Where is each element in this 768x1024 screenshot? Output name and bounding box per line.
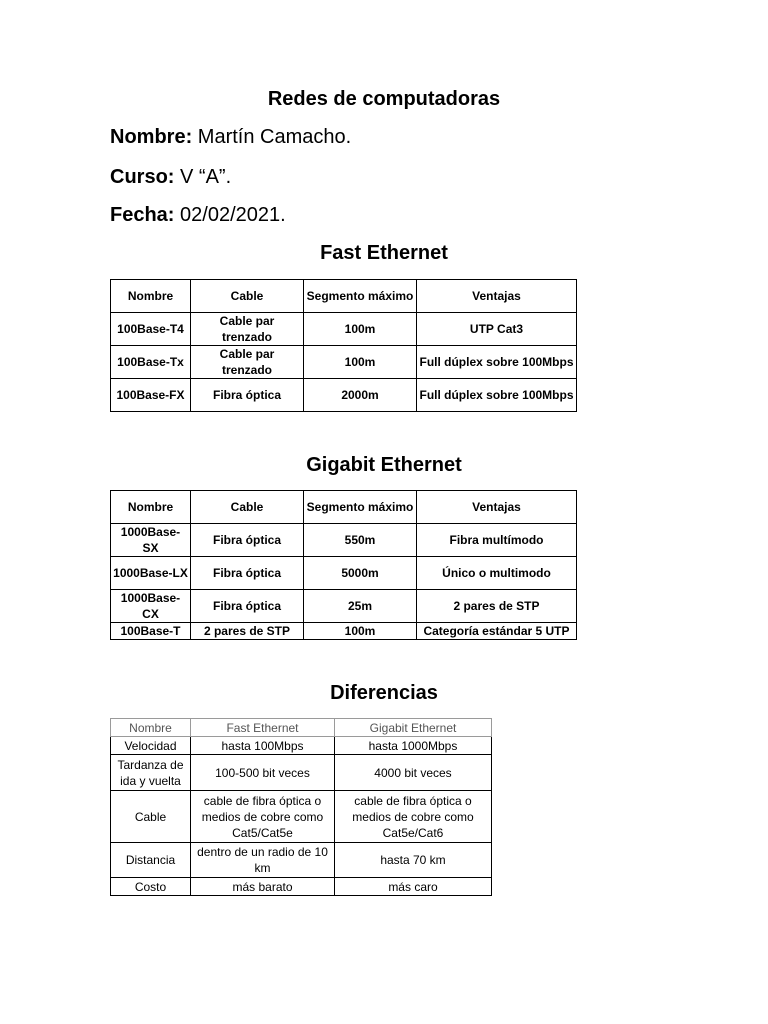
header-cell: Segmento máximo [304,280,417,313]
table-header-row [111,491,577,524]
table-row [111,590,577,623]
table-cell: 1000Base-CX [111,590,191,623]
name-label: Nombre: [110,126,193,148]
table-row [111,346,577,379]
table-cell: Cable [111,791,191,843]
table-row [111,843,492,878]
gigabit-ethernet-table [110,490,577,640]
header-cell: Nombre [111,491,191,524]
table-cell: Full dúplex sobre 100Mbps [417,346,577,379]
table-cell: Fibra óptica [191,590,304,623]
table-cell: más barato [191,878,335,896]
header-cell: Fast Ethernet [191,719,335,737]
table-row [111,524,577,557]
name-value: Martín Camacho. [192,126,352,148]
table-cell: 25m [304,590,417,623]
header-cell: Cable [191,280,304,313]
table-cell: 5000m [304,557,417,590]
table-cell: cable de fibra óptica o medios de cobre como Cat5e/Cat6 [335,791,492,843]
table-cell: 100Base-FX [111,379,191,412]
table-header-row [111,719,492,737]
table-cell: 550m [304,524,417,557]
header-cell: Nombre [111,719,191,737]
table-cell: Costo [111,878,191,896]
header-cell: Ventajas [417,491,577,524]
table-cell: hasta 100Mbps [191,737,335,755]
gigabit-ethernet-title: Gigabit Ethernet [306,454,462,476]
header-cell: Gigabit Ethernet [335,719,492,737]
table-cell: Distancia [111,843,191,878]
table-cell: Fibra óptica [191,379,304,412]
table-cell: 100m [304,313,417,346]
table-cell: Categoría estándar 5 UTP [417,623,577,640]
header-cell: Nombre [111,280,191,313]
date-label: Fecha: [110,204,175,226]
course-line [110,166,231,189]
table-row [111,878,492,896]
table-cell: 100m [304,346,417,379]
header-cell: Segmento máximo [304,491,417,524]
table-cell: UTP Cat3 [417,313,577,346]
table-cell: 2 pares de STP [417,590,577,623]
fast-ethernet-table [110,279,577,412]
table-cell: 2000m [304,379,417,412]
table-row [111,313,577,346]
table-cell: más caro [335,878,492,896]
table-row [111,755,492,791]
diferencias-table [110,718,492,896]
table-cell: 1000Base-LX [111,557,191,590]
header-cell: Ventajas [417,280,577,313]
table-cell: 100-500 bit veces [191,755,335,791]
table-header-row [111,280,577,313]
table-row [111,791,492,843]
table-cell: 4000 bit veces [335,755,492,791]
table-cell: hasta 70 km [335,843,492,878]
table-row [111,623,577,640]
date-value: 02/02/2021. [174,204,286,226]
table-cell: Tardanza de ida y vuelta [111,755,191,791]
name-line [110,126,351,149]
table-cell: 2 pares de STP [191,623,304,640]
table-cell: Fibra óptica [191,557,304,590]
table-cell: Cable par trenzado [191,313,304,346]
document-title: Redes de computadoras [267,88,501,110]
course-value: V “A”. [174,166,232,188]
header-cell: Cable [191,491,304,524]
table-cell: 100Base-T4 [111,313,191,346]
table-cell: hasta 1000Mbps [335,737,492,755]
table-cell: cable de fibra óptica o medios de cobre como Cat5/Cat5e [191,791,335,843]
course-label: Curso: [110,166,175,188]
fast-ethernet-title: Fast Ethernet [320,242,448,264]
table-cell: 100Base-T [111,623,191,640]
table-cell: Fibra multímodo [417,524,577,557]
date-line [110,204,286,227]
table-cell: 100Base-Tx [111,346,191,379]
diferencias-title: Diferencias [330,682,438,704]
table-cell: Velocidad [111,737,191,755]
table-cell: Único o multimodo [417,557,577,590]
table-row [111,737,492,755]
table-cell: Cable par trenzado [191,346,304,379]
table-row [111,379,577,412]
table-cell: 1000Base-SX [111,524,191,557]
table-cell: dentro de un radio de 10 km [191,843,335,878]
table-cell: Full dúplex sobre 100Mbps [417,379,577,412]
table-row [111,557,577,590]
table-cell: Fibra óptica [191,524,304,557]
table-cell: 100m [304,623,417,640]
